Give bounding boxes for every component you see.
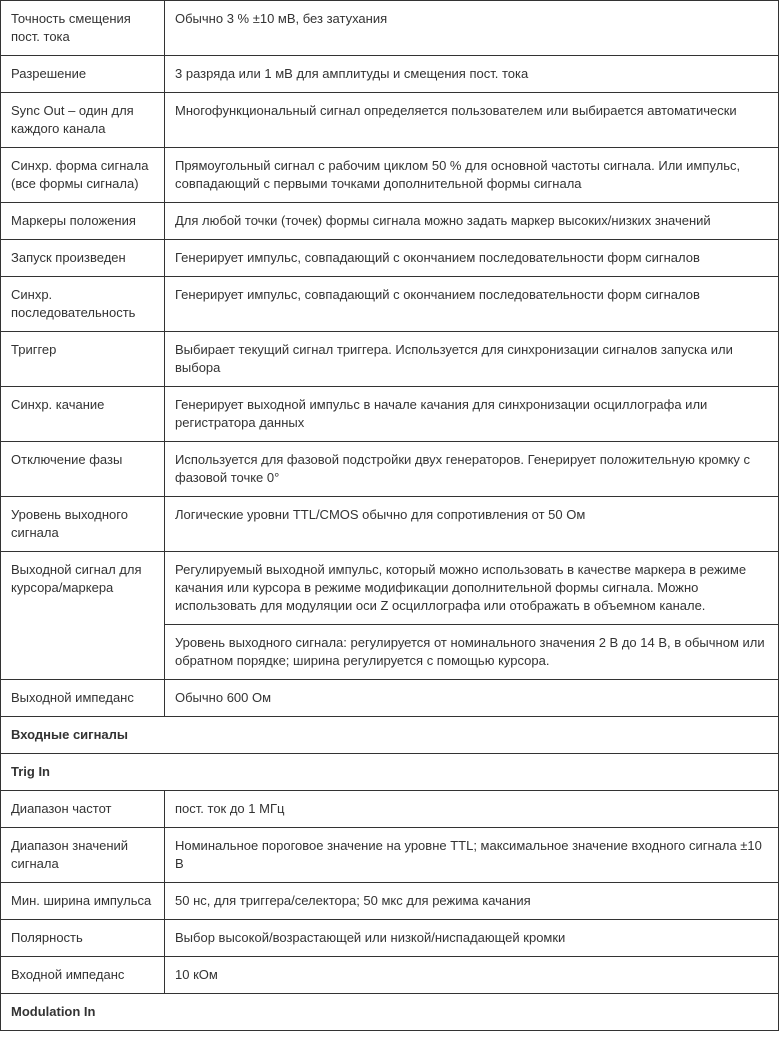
table-row xyxy=(1,56,779,93)
spec-label: Выходной сигнал для курсора/маркера xyxy=(1,552,165,680)
table-row xyxy=(1,240,779,277)
table-row xyxy=(1,148,779,203)
section-row xyxy=(1,994,779,1031)
section-heading: Входные сигналы xyxy=(1,717,779,754)
spec-label: Выходной импеданс xyxy=(1,680,165,717)
spec-value: Обычно 600 Ом xyxy=(165,680,779,717)
table-row xyxy=(1,883,779,920)
table-row xyxy=(1,552,779,625)
spec-value: 3 разряда или 1 мВ для амплитуды и смещения пост. тока xyxy=(165,56,779,93)
spec-value: Многофункциональный сигнал определяется пользователем или выбирается автоматически xyxy=(165,93,779,148)
table-row xyxy=(1,203,779,240)
spec-label: Полярность xyxy=(1,920,165,957)
table-row xyxy=(1,332,779,387)
spec-label: Входной импеданс xyxy=(1,957,165,994)
section-row xyxy=(1,754,779,791)
spec-value: 10 кОм xyxy=(165,957,779,994)
spec-value: Выбирает текущий сигнал триггера. Используется для синхронизации сигналов запуска или выбора xyxy=(165,332,779,387)
table-row xyxy=(1,93,779,148)
spec-value: Логические уровни TTL/CMOS обычно для сопротивления от 50 Ом xyxy=(165,497,779,552)
spec-label: Точность смещения пост. тока xyxy=(1,1,165,56)
table-row xyxy=(1,828,779,883)
spec-value: Генерирует импульс, совпадающий с окончанием последовательности форм сигналов xyxy=(165,240,779,277)
spec-label: Мин. ширина импульса xyxy=(1,883,165,920)
spec-value: Обычно 3 % ±10 мВ, без затухания xyxy=(165,1,779,56)
spec-label: Синхр. качание xyxy=(1,387,165,442)
spec-label: Разрешение xyxy=(1,56,165,93)
spec-value: 50 нс, для триггера/селектора; 50 мкс для режима качания xyxy=(165,883,779,920)
spec-value: Номинальное пороговое значение на уровне TTL; максимальное значение входного сигнала ±10 В xyxy=(165,828,779,883)
table-row xyxy=(1,277,779,332)
spec-label: Запуск произведен xyxy=(1,240,165,277)
spec-label: Синхр. форма сигнала (все формы сигнала) xyxy=(1,148,165,203)
spec-value: Выбор высокой/возрастающей или низкой/ниспадающей кромки xyxy=(165,920,779,957)
section-heading: Trig In xyxy=(1,754,779,791)
table-row xyxy=(1,920,779,957)
table-row xyxy=(1,1,779,56)
table-row xyxy=(1,957,779,994)
spec-label: Синхр. последовательность xyxy=(1,277,165,332)
spec-value: Используется для фазовой подстройки двух генераторов. Генерирует положительную кромку с фазовой точке 0° xyxy=(165,442,779,497)
spec-label: Диапазон частот xyxy=(1,791,165,828)
spec-value: Генерирует импульс, совпадающий с окончанием последовательности форм сигналов xyxy=(165,277,779,332)
spec-label: Уровень выходного сигнала xyxy=(1,497,165,552)
table-row xyxy=(1,497,779,552)
spec-value: Уровень выходного сигнала: регулируется от номинального значения 2 В до 14 В, в обычном или обратном порядке; ширина регулируется с помощью курсора. xyxy=(165,625,779,680)
spec-label: Маркеры положения xyxy=(1,203,165,240)
section-row xyxy=(1,717,779,754)
spec-value: Регулируемый выходной импульс, который можно использовать в качестве маркера в режиме качания или курсора в режиме модификации дополнительной формы сигнала. Можно использовать для модуляции оси Z осциллографа или отображать в объемном канале. xyxy=(165,552,779,625)
spec-label: Отключение фазы xyxy=(1,442,165,497)
spec-label: Триггер xyxy=(1,332,165,387)
table-row xyxy=(1,442,779,497)
table-row xyxy=(1,791,779,828)
spec-label: Sync Out – один для каждого канала xyxy=(1,93,165,148)
spec-value: пост. ток до 1 МГц xyxy=(165,791,779,828)
spec-label: Диапазон значений сигнала xyxy=(1,828,165,883)
table-row xyxy=(1,387,779,442)
table-row xyxy=(1,680,779,717)
spec-value: Для любой точки (точек) формы сигнала можно задать маркер высоких/низких значений xyxy=(165,203,779,240)
spec-value: Прямоугольный сигнал с рабочим циклом 50 % для основной частоты сигнала. Или импульс, совпадающий с первыми точками дополнительной формы сигнала xyxy=(165,148,779,203)
spec-value: Генерирует выходной импульс в начале качания для синхронизации осциллографа или регистратора данных xyxy=(165,387,779,442)
section-heading: Modulation In xyxy=(1,994,779,1031)
